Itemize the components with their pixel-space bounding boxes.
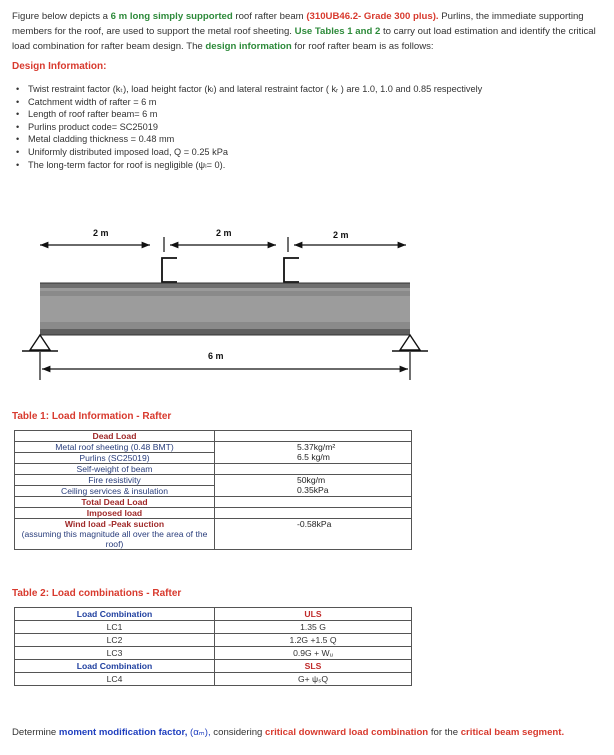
table1-title: Table 1: Load Information - Rafter [12, 411, 172, 422]
table-row [15, 464, 412, 475]
load-information-table [14, 430, 412, 550]
list-item: • Uniformly distributed imposed load, Q = 0.25 kPa [16, 146, 482, 159]
row-value-group [215, 442, 412, 464]
list-item: • Metal cladding thickness = 0.48 mm [16, 133, 482, 146]
row-label: Fire resistivity [15, 475, 215, 486]
moment-modification-factor: moment modification factor, [58, 727, 188, 738]
row-label: Purlins (SC25019) [15, 453, 215, 464]
row-value: 6.5 kg/m [297, 452, 330, 462]
question-text [12, 727, 564, 738]
table-row [15, 621, 412, 634]
right-support [392, 335, 428, 380]
span-label-2: 2 m [216, 228, 232, 238]
row-value: G+ ψₛQ [215, 673, 412, 686]
row-value: 50kg/m [297, 475, 326, 485]
row-value: ULS [215, 608, 412, 621]
row-value-group [215, 475, 412, 497]
question-part: Determine [12, 727, 59, 738]
table-row [15, 431, 412, 442]
beam-description: 6 m long simply supported [110, 11, 233, 22]
purlin-symbol-left [162, 258, 177, 282]
table-row [15, 647, 412, 660]
table-row [15, 497, 412, 508]
table-row [15, 634, 412, 647]
intro-text: to carry out load estimation and identify the critical load combination for rafter beam design. The [12, 26, 596, 52]
row-label: (assuming this magnitude all over the area of the roof) [21, 529, 208, 549]
load-combinations-table [14, 607, 412, 686]
list-item: • The long-term factor for roof is negligible (ψₗ= 0). [16, 159, 482, 172]
row-label: Ceiling services & insulation [15, 486, 215, 497]
design-information-ref: design information [205, 41, 292, 52]
row-label: Metal roof sheeting (0.48 BMT) [15, 442, 215, 453]
row-value: 5.37kg/m² [297, 442, 336, 452]
list-item: • Length of roof rafter beam= 6 m [16, 108, 482, 121]
left-support [22, 335, 58, 380]
alpha-symbol: (αₘ), [187, 727, 211, 738]
table-row [15, 442, 412, 453]
row-label: LC2 [15, 634, 215, 647]
row-label: Imposed load [15, 508, 215, 519]
table-row [15, 608, 412, 621]
question-part: considering [210, 727, 266, 738]
row-label: LC4 [15, 673, 215, 686]
list-item: • Purlins product code= SC25019 [16, 121, 482, 134]
intro-text: roof rafter beam [232, 11, 307, 22]
beam-body [40, 283, 410, 335]
row-label: Total Dead Load [15, 497, 215, 508]
intro-text: for roof rafter beam is as follows: [291, 41, 434, 52]
row-label: Wind load -Peak suction [64, 519, 165, 529]
row-value: 0.35kPa [297, 485, 329, 495]
row-label: Dead Load [15, 431, 215, 442]
row-value: 0.9G + Wᵤ [215, 647, 412, 660]
intro-text: Purlins, the immediate supporting members for the roof, are used to support the metal roof sheeting. [12, 11, 584, 37]
row-label: Load Combination [15, 660, 215, 673]
beam-section: (310UB46.2- Grade 300 plus). [306, 11, 439, 22]
row-label-group [15, 519, 215, 550]
row-value: -0.58kPa [215, 519, 412, 550]
table-row [15, 519, 412, 550]
row-label: Self-weight of beam [15, 464, 215, 475]
row-value: 1.35 G [215, 621, 412, 634]
critical-load-combination: critical downward load combination [265, 727, 429, 738]
purlin-symbol-right [284, 258, 299, 282]
use-tables-instruction: Use Tables 1 and 2 [294, 26, 381, 37]
list-item: • Twist restraint factor (kₜ), load height factor (kₗ) and lateral restraint factor ( kᵣ ) are 1.0, 1.0 and 0.85 respectively [16, 83, 482, 96]
row-value [215, 431, 412, 442]
total-span-label: 6 m [208, 351, 224, 361]
span-label-1: 2 m [93, 228, 109, 238]
question-part: for the [428, 727, 461, 738]
span-label-3: 2 m [333, 230, 349, 240]
row-value [215, 464, 412, 475]
row-label: Load Combination [15, 608, 215, 621]
design-information-title: Design Information: [12, 61, 107, 72]
table-row [15, 508, 412, 519]
critical-beam-segment: critical beam segment. [460, 727, 565, 738]
row-value: SLS [215, 660, 412, 673]
table2-title: Table 2: Load combinations - Rafter [12, 588, 182, 599]
table-row [15, 660, 412, 673]
row-value: 1.2G +1.5 Q [215, 634, 412, 647]
list-item: • Catchment width of rafter = 6 m [16, 96, 482, 109]
row-label: LC1 [15, 621, 215, 634]
row-label: LC3 [15, 647, 215, 660]
span-dimension-arrows [40, 237, 406, 252]
intro-text: Figure below depicts a [12, 11, 111, 22]
row-value [215, 497, 412, 508]
table-row [15, 673, 412, 686]
row-value [215, 508, 412, 519]
table-row [15, 475, 412, 486]
